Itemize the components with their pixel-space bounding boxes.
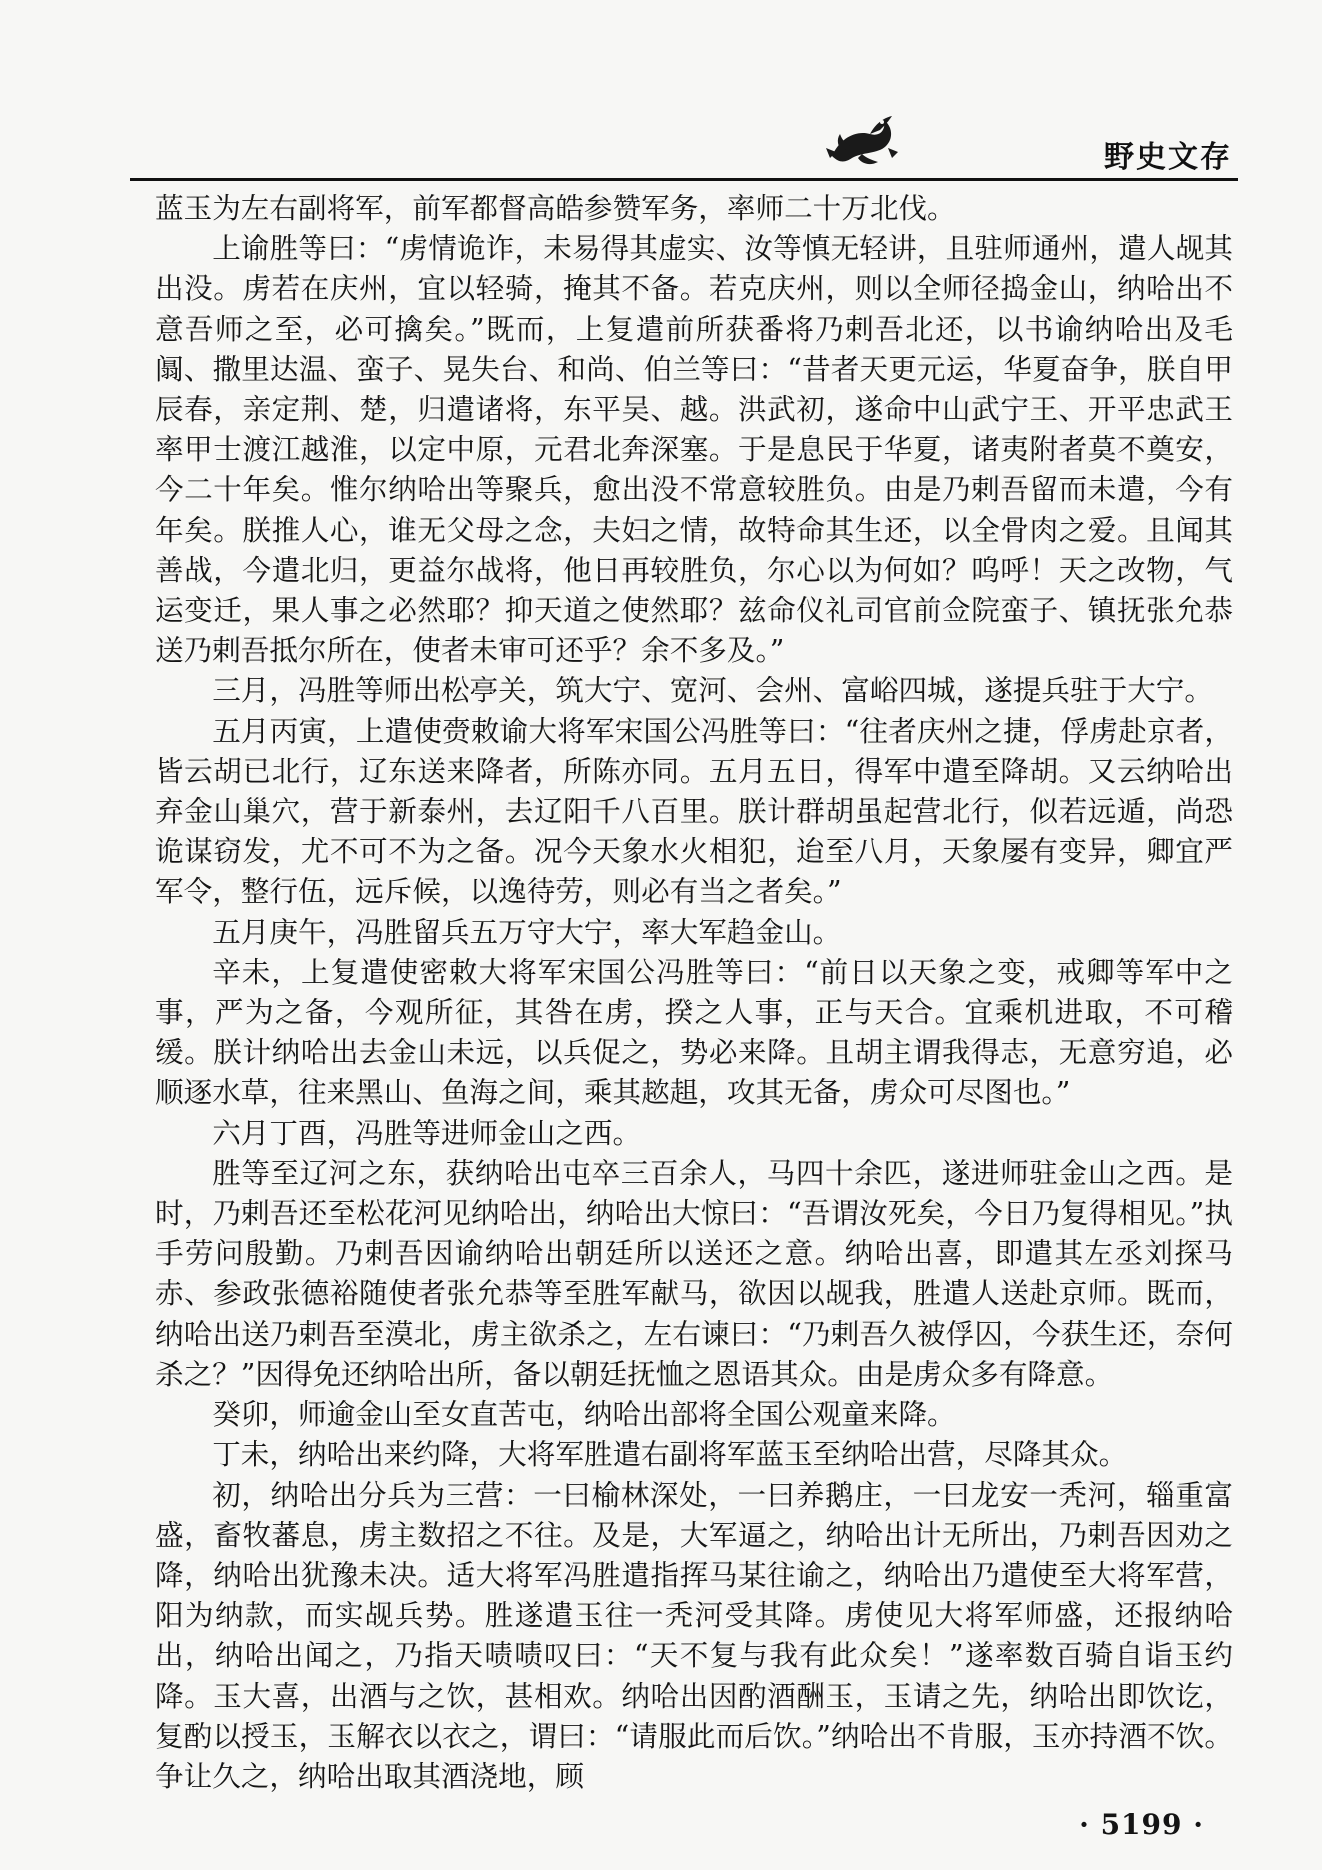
page-number: · 5199 ·: [1079, 1808, 1204, 1841]
paragraph: 初，纳哈出分兵为三营：一曰榆林深处，一曰养鹅庄，一曰龙安一秃河，辎重富盛，畜牧蕃息，虏主数招之不往。及是，大军逼之，纳哈出计无所出，乃剌吾因劝之降，纳哈出犹豫未决。适大将军冯胜遣指挥马某往谕之，纳哈出乃遣使至大将军营，阳为纳款，而实觇兵势。胜遂遣玉往一秃河受其降。虏使见大将军师盛，还报纳哈出，纳哈出闻之，乃指天啧啧叹曰：“天不复与我有此众矣！”遂率数百骑自诣玉约降。玉大喜，出酒与之饮，甚相欢。纳哈出因酌酒酬玉，玉请之先，纳哈出即饮讫，复酌以授玉，玉解衣以衣之，谓曰：“请服此而后饮。”纳哈出不肯服，玉亦持酒不饮。争让久之，纳哈出取其酒浇地，顾: [155, 1477, 1233, 1793]
paragraph: 五月丙寅，上遣使赍敕谕大将军宋国公冯胜等曰：“往者庆州之捷，俘虏赴京者，皆云胡已北行，辽东送来降者，所陈亦同。五月五日，得军中遣至降胡。又云纳哈出弃金山巢穴，营于新泰州，去辽阳千八百里。朕计群胡虽起营北行，似若远遁，尚恐诡谋窃发，尤不可不为之备。况今天象水火相犯，迨至八月，天象屡有变异，卿宜严军令，整行伍，远斥候，以逸待劳，则必有当之者矣。”: [155, 713, 1233, 909]
series-title: 野史文存: [1104, 140, 1232, 175]
paragraph: 癸卯，师逾金山至女直苦屯，纳哈出部将全国公观童来降。: [212, 1397, 956, 1432]
paragraph: 三月，冯胜等师出松亭关，筑大宁、宽河、会州、富峪四城，遂提兵驻于大宁。: [212, 673, 1213, 708]
body-text: [155, 188, 1233, 1796]
dragon-emblem-icon: [822, 108, 902, 170]
page-header: [0, 0, 1322, 180]
paragraph: 辛未，上复遣使密敕大将军宋国公冯胜等曰：“前日以天象之变，戒卿等军中之事，严为之备，今观所征，其咎在虏，揆之人事，正与天合。宜乘机进取，不可稽缓。朕计纳哈出去金山未远，以兵促之，势必来降。且胡主谓我得志，无意穷追，必顺逐水草，往来黑山、鱼海之间，乘其趑趄，攻其无备，虏众可尽图也。”: [155, 954, 1233, 1110]
paragraph: 六月丁酉，冯胜等进师金山之西。: [212, 1115, 642, 1150]
paragraph: 丁未，纳哈出来约降，大将军胜遣右副将军蓝玉至纳哈出营，尽降其众。: [212, 1437, 1128, 1472]
paragraph: 胜等至辽河之东，获纳哈出屯卒三百余人，马四十余匹，遂进师驻金山之西。是时，乃剌吾还至松花河见纳哈出，纳哈出大惊曰：“吾谓汝死矣，今日乃复得相见。”执手劳问殷勤。乃剌吾因谕纳哈出朝廷所以送还之意。纳哈出喜，即遣其左丞刘探马赤、参政张德裕随使者张允恭等至胜军献马，欲因以觇我，胜遣人送赴京师。既而，纳哈出送乃剌吾至漠北，虏主欲杀之，左右谏曰：“乃剌吾久被俘囚，今获生还，奈何杀之？”因得免还纳哈出所，备以朝廷抚恤之恩语其众。由是虏众多有降意。: [155, 1155, 1233, 1391]
header-rule: [130, 178, 1238, 181]
paragraph: 五月庚午，冯胜留兵五万守大宁，率大军趋金山。: [212, 914, 842, 949]
paragraph: 上谕胜等曰：“虏情诡诈，未易得其虚实、汝等慎无轻讲，且驻师通州，遣人觇其出没。虏若在庆州，宜以轻骑，掩其不备。若克庆州，则以全师径捣金山，纳哈出不意吾师之至，必可擒矣。”既而，上复遣前所获番将乃剌吾北还，以书谕纳哈出及毛阘、撒里达温、蛮子、晃失台、和尚、伯兰等曰：“昔者天更元运，华夏奋争，朕自甲辰春，亲定荆、楚，归遣诸将，东平吴、越。洪武初，遂命中山武宁王、开平忠武王率甲士渡江越淮，以定中原，元君北奔深塞。于是息民于华夏，诸夷附者莫不奠安，今二十年矣。惟尔纳哈出等聚兵，愈出没不常意较胜负。由是乃剌吾留而未遣，今有年矣。朕推人心，谁无父母之念，夫妇之情，故特命其生还，以全骨肉之爱。且闻其善战，今遣北归，更益尔战将，他日再较胜负，尔心以为何如？呜呼！天之改物，气运变迁，果人事之必然耶？抑天道之使然耶？兹命仪礼司官前佥院蛮子、镇抚张允恭送乃剌吾抵尔所在，使者未审可还乎？余不多及。”: [155, 231, 1233, 668]
paragraph: 蓝玉为左右副将军，前军都督高皓参赞军务，率师二十万北伐。: [155, 191, 956, 225]
